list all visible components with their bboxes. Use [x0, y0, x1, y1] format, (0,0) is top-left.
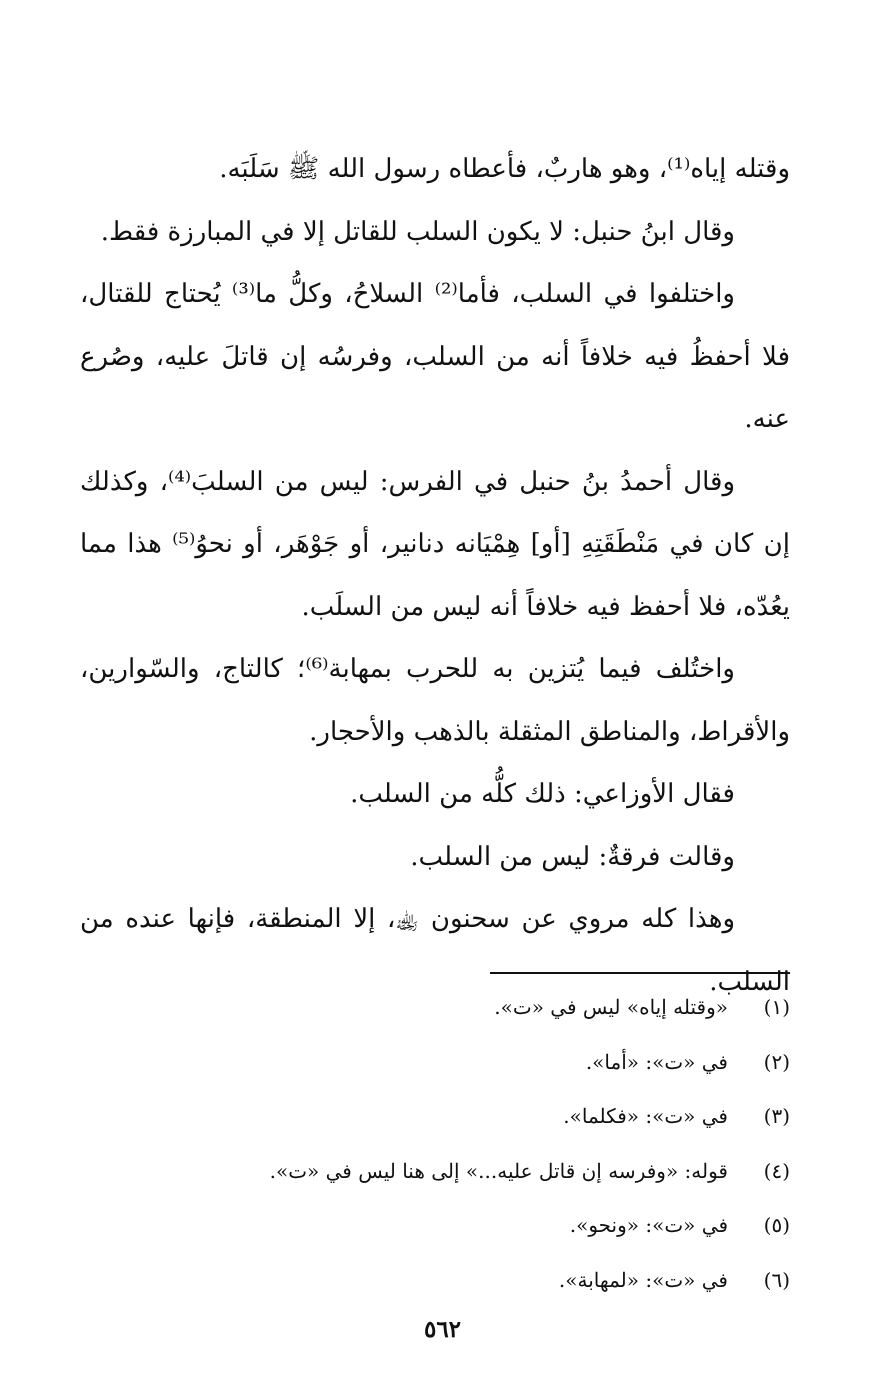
footnote-text: في «ت»: «لمهابة».	[558, 1267, 728, 1292]
paragraph: وقالت فرقةٌ: ليس من السلب.	[410, 841, 735, 872]
footnote-number: (٤)	[763, 1158, 790, 1183]
footnote-number: (٣)	[763, 1104, 790, 1128]
footnote-number: (٢)	[763, 1049, 790, 1074]
paragraph: واختلفوا في السلب، فأما⁽²⁾ السلاحُ، وكلُّ ما⁽³⁾ يُحتاج للقتال، فلا أحفظُ فيه خلافاً أنه من السلب، وفرسُه إن قاتلَ عليه، وصُرع عنه.	[80, 279, 790, 434]
footnote	[80, 1198, 790, 1253]
footnote-text: في «ت»: «أما».	[585, 1049, 728, 1074]
footnote-separator	[490, 972, 790, 974]
footnote-text: في «ت»: «فكلما».	[563, 1104, 728, 1128]
page-number: ٥٦٢	[423, 1316, 462, 1343]
paragraph: وقال ابنُ حنبل: لا يكون السلب للقاتل إلا في المبارزة فقط.	[100, 216, 735, 247]
footnote	[80, 1089, 790, 1144]
main-text	[80, 138, 790, 1013]
footnotes	[80, 980, 790, 1307]
footnote	[80, 1253, 790, 1308]
paragraph: واختُلف فيما يُتزين به للحرب بمهابة⁽⁶⁾؛ كالتاج، والسّوارين، والأقراط، والمناطق المثقلة بالذهب والأحجار.	[80, 654, 790, 747]
footnote-text: قوله: «وفرسه إن قاتل عليه...» إلى هنا ليس في «ت».	[269, 1158, 728, 1183]
footnote-text: في «ت»: «ونحو».	[569, 1213, 728, 1237]
footnote	[80, 1144, 790, 1199]
footnote-number: (٥)	[763, 1213, 790, 1237]
footnote-number: (١)	[763, 995, 790, 1019]
paragraph: وقتله إياه⁽¹⁾، وهو هاربٌ، فأعطاه رسول الله ﷺ سَلَبَه.	[219, 154, 790, 184]
paragraph: فقال الأوزاعي: ذلك كلُّه من السلب.	[350, 779, 735, 809]
footnote	[80, 1035, 790, 1090]
footnote-number: (٦)	[763, 1267, 790, 1292]
footnote-text: «وقتله إياه» ليس في «ت».	[494, 995, 728, 1019]
footnote	[80, 980, 790, 1035]
paragraph: وهذا كله مروي عن سحنون ﵀، إلا المنطقة، فإنها عنده من السلب.	[80, 904, 790, 997]
paragraph: وقال أحمدُ بنُ حنبل في الفرس: ليس من السلبَ⁽⁴⁾، وكذلك إن كان في مَنْطَقَتِهِ [أو] هِمْيَانه دنانير، أو جَوْهَر، أو نحوُ⁽⁵⁾ هذا مما يعُدّه، فلا أحفظ فيه خلافاً أنه ليس من السلَب.	[80, 466, 790, 622]
